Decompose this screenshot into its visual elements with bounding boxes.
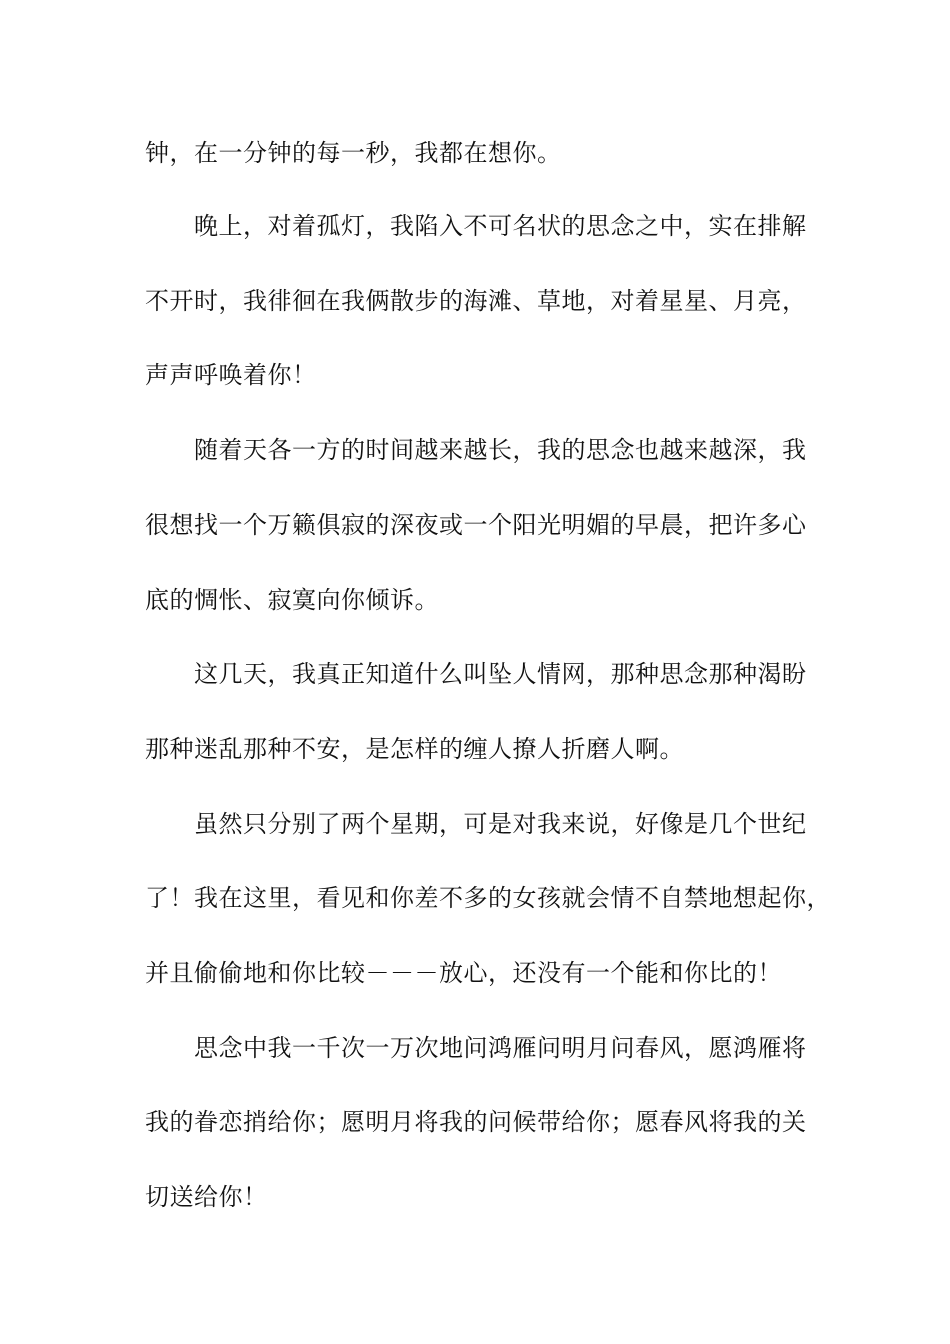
paragraph-first-line: 思念中我一千次一万次地问鸿雁问明月问春风，愿鸿雁将 [194, 1034, 807, 1062]
paragraph-first-line: 随着天各一方的时间越来越长，我的思念也越来越深，我 [194, 436, 807, 464]
text-line: 声声呼唤着你！ [145, 361, 317, 389]
paragraph-first-line: 晚上，对着孤灯，我陷入不可名状的思念之中，实在排解 [194, 212, 807, 240]
text-line: 那种迷乱那种不安，是怎样的缠人撩人折磨人啊。 [145, 735, 684, 763]
text-line: 底的惆怅、寂寞向你倾诉。 [145, 586, 439, 614]
text-line: 切送给你！ [145, 1183, 268, 1211]
paragraph-first-line: 虽然只分别了两个星期，可是对我来说，好像是几个世纪 [194, 810, 807, 838]
text-line: 了！我在这里，看见和你差不多的女孩就会情不自禁地想起你， [145, 884, 831, 912]
text-line: 钟，在一分钟的每一秒，我都在想你。 [145, 139, 562, 167]
text-line: 不开时，我徘徊在我俩散步的海滩、草地，对着星星、月亮， [145, 287, 807, 315]
text-line: 并且偷偷地和你比较－－－放心，还没有一个能和你比的！ [145, 959, 782, 987]
paragraph-first-line: 这几天，我真正知道什么叫坠人情网，那种思念那种渴盼 [194, 660, 807, 688]
text-line: 我的眷恋捎给你；愿明月将我的问候带给你；愿春风将我的关 [145, 1108, 807, 1136]
text-line: 很想找一个万籁俱寂的深夜或一个阳光明媚的早晨，把许多心 [145, 511, 807, 539]
